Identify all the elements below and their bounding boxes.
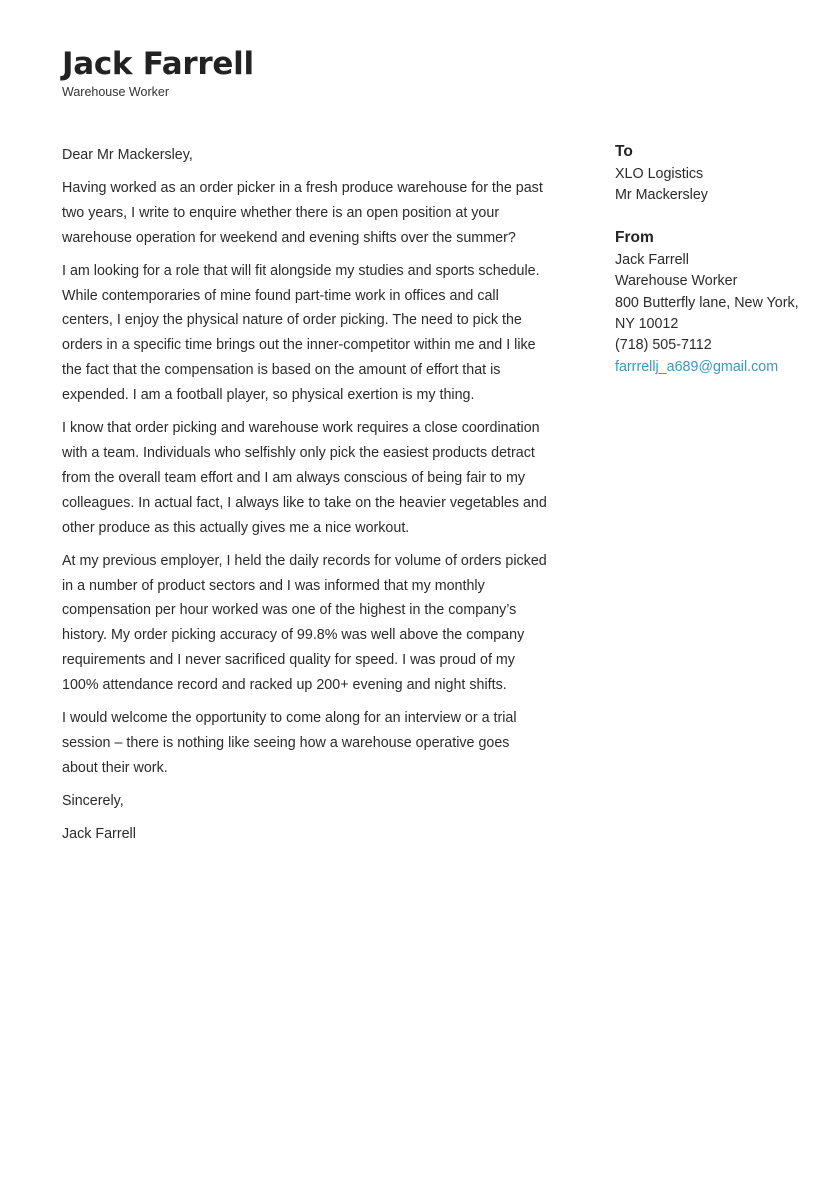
from-heading: From xyxy=(615,228,654,246)
signature: Jack Farrell xyxy=(62,825,136,842)
recipient-company: XLO Logistics xyxy=(615,166,704,182)
from-email-link[interactable]: farrrellj_a689@gmail.com xyxy=(615,358,779,375)
paragraph-4: At my previous employer, I held the daily records for volume of orders picked in a number of product sectors and I was informed that my monthly compensation per hour worked was one of the highest in the company’s history. My order picking accuracy of 99.8% was well above the company requirements and I never sacrificed quality for speed. I was proud of my 100% attendance record and racked up 200+ evening and night shifts. xyxy=(62,552,547,694)
to-heading: To xyxy=(615,143,633,160)
paragraph-2: I am looking for a role that will fit alongside my studies and sports schedule. While contemporaries of mine found part-time work in offices and call centers, I enjoy the physical nature of order picking. The need to pick the orders in a specific time brings out the inner-competitor within me and I like the fact that the compensation is based on the amount of effort that is expended. I am a football player, so physical exertion is my thing. xyxy=(62,262,540,404)
from-phone: (718) 505-7112 xyxy=(615,337,712,354)
closing: Sincerely, xyxy=(62,792,124,809)
recipient-block xyxy=(615,141,815,207)
sender-block xyxy=(615,227,815,378)
sender-name: Jack Farrell xyxy=(62,46,254,82)
paragraph-3: I know that order picking and warehouse work requires a close coordination with a team. Individuals who selfishly only pick the easiest products detract from the overall team effort and I am always conscious of being fair to my colleagues. In actual fact, I always like to take on the heavier vegetables and other produce as this actually gives me a nice workout. xyxy=(62,420,547,536)
paragraph-1: Having worked as an order picker in a fresh produce warehouse for the past two years, I write to enquire whether there is an open position at your warehouse operation for weekend and evening shifts over the summer? xyxy=(62,179,543,246)
from-name: Jack Farrell xyxy=(615,251,689,268)
salutation: Dear Mr Mackersley, xyxy=(62,147,193,163)
paragraph-5: I would welcome the opportunity to come along for an interview or a trial session – there is nothing like seeing how a warehouse operative goes about their work. xyxy=(62,710,517,776)
from-address: 800 Butterfly lane, New York, NY 10012 xyxy=(615,294,799,333)
letter-header xyxy=(62,44,254,100)
letter-body xyxy=(62,143,547,855)
sender-job-title: Warehouse Worker xyxy=(62,85,169,99)
recipient-name: Mr Mackersley xyxy=(615,187,708,204)
from-title: Warehouse Worker xyxy=(615,273,738,290)
contact-sidebar xyxy=(615,141,815,398)
